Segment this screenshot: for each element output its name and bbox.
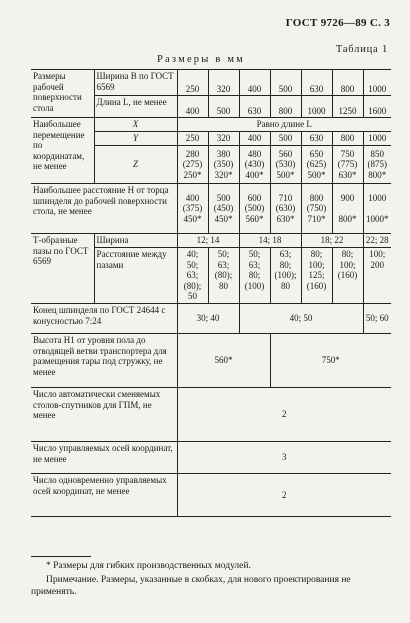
row-simul-axes-param: Число одновременно управляемых осей координат, не менее [31,474,177,517]
width-label: Ширина B по ГОСТ 6569 [94,70,177,96]
table-cell: 14; 18 [239,234,301,248]
row-tslots-param: Т-образные пазы по ГОСТ 6569 [31,234,94,304]
table-cell: 1000 [363,70,391,96]
table-cell: 630 [239,96,270,118]
axis-x-label: X [94,118,177,132]
table-label: Таблица 1 [335,44,388,55]
table-cell: 400 (375) 450* [177,184,208,234]
length-label: Длина L, не менее [94,96,177,118]
table-cell: 2 [177,388,391,442]
axis-y-label: Y [94,132,177,146]
table-cell: 480 (430) 400* [239,146,270,184]
row-height-param: Высота H1 от уровня пола до отводящей ветви транспортера для размещения тары под стружку, не менее [31,334,177,388]
table-cell: 12; 14 [177,234,239,248]
table-cell: 500 (450) 450* [208,184,239,234]
table-cell: 800 [332,132,363,146]
table-cell: 400 [239,70,270,96]
row-travel-param: Наибольшее перемещение по координатам, не менее [31,118,94,184]
table-cell: 320 [208,132,239,146]
table-cell: 560 (530) 500* [270,146,301,184]
table-cell: 3 [177,442,391,474]
table-cell: 80; 100; (160) [332,248,363,304]
table-cell: 400 [239,132,270,146]
table-cell: 1000 [301,96,332,118]
table-cell: 850 (875) 800* [363,146,391,184]
page-header: ГОСТ 9726—89 С. 3 [285,17,390,29]
table-cell: 630 [301,70,332,96]
table-cell: 40; 50 [239,304,363,334]
table-cell: 280 (275) 250* [177,146,208,184]
table-cell: 50; 60 [363,304,391,334]
table-cell: 900 800* [332,184,363,234]
table-cell: 500 [270,132,301,146]
table-cell: 800 [332,70,363,96]
parameters-table [31,69,391,517]
table-cell: 1000 [363,132,391,146]
slot-distance-label: Расстояние между пазами [94,248,177,304]
table-cell: 560* [177,334,270,388]
table-cell: 18; 22 [301,234,363,248]
sizes-caption: Размеры в мм [157,54,246,65]
table-cell: 250 [177,132,208,146]
table-cell: 30; 40 [177,304,239,334]
axis-x-value: Равно длине L [177,118,391,132]
table-note: Примечание. Размеры, указанные в скобках, для нового проектирования не применять. [31,575,351,597]
table-cell: 750* [270,334,391,388]
row-spindle-param: Конец шпинделя по ГОСТ 24644 с конусностью 7:24 [31,304,177,334]
table-cell: 22; 28 [363,234,391,248]
table-cell: 500 [208,96,239,118]
row-pallets-param: Число автоматически сменяемых столов-спутников для ГПМ, не менее [31,388,177,442]
table-cell: 710 (630) 630* [270,184,301,234]
table-cell: 500 [270,70,301,96]
table-cell: 630 [301,132,332,146]
table-cell: 750 (775) 630* [332,146,363,184]
table-cell: 80; 100; 125; (160) [301,248,332,304]
table-cell: 400 [177,96,208,118]
row-table-size-param: Размеры рабочей поверхности стола [31,70,94,118]
table-cell: 40; 50; 63; (80); 50 [177,248,208,304]
table-cell: 1000 1000* [363,184,391,234]
table-cell: 800 (750) 710* [301,184,332,234]
row-distance-param: Наибольшее расстояние H от торца шпинделя до рабочей поверхности стола, не менее [31,184,177,234]
table-cell: 50; 63; 80; (100) [239,248,270,304]
table-cell: 600 (500) 560* [239,184,270,234]
table-cell: 800 [270,96,301,118]
table-cell: 100; 200 [363,248,391,304]
table-cell: 63; 80; (100); 80 [270,248,301,304]
footnote: * Размеры для гибких производственных модулей. [46,561,251,571]
table-cell: 2 [177,474,391,517]
table-cell: 1250 [332,96,363,118]
table-cell: 650 (625) 500* [301,146,332,184]
table-cell: 320 [208,70,239,96]
slot-width-label: Ширина [94,234,177,248]
table-cell: 250 [177,70,208,96]
table-cell: 1600 [363,96,391,118]
table-cell: 50; 63; (80); 80 [208,248,239,304]
table-cell: 380 (350) 320* [208,146,239,184]
row-axes-param: Число управляемых осей координат, не менее [31,442,177,474]
axis-z-label: Z [94,146,177,184]
footnote-separator [31,556,91,557]
